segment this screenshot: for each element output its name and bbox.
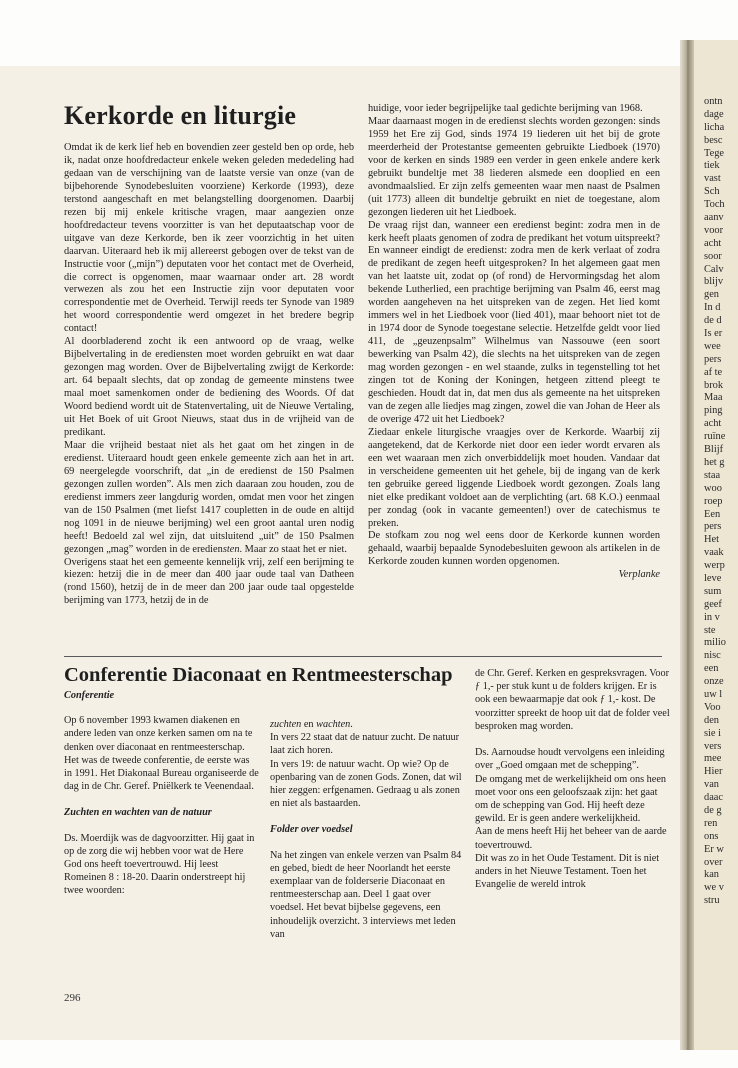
right-page-line: de d xyxy=(704,315,722,327)
paragraph: Ziedaar enkele liturgische vraagjes over de Kerkorde. Waarbij zij aangetekend, dat de Kerkorde niet door een ieder wordt ervaren als een wet waaraan men zich onverbiddelijk moet houden. Vandaar dat in verscheidene gemeenten uit het gehele, bij de ingang van de kerk ten gebruike gereed liggende Liedboek wordt gezongen. Zoals lang niet elke predikant voldoet aan de verplichting (art. 68 K.O.) eenmaal per zondag (ook in vacante gemeenten!) over de catechismus te preken. xyxy=(368,426,660,529)
right-page-line: Blijf xyxy=(704,444,724,456)
right-page-line: pers xyxy=(704,353,722,365)
right-page-line: geef xyxy=(704,598,722,610)
paragraph: Ds. Moerdijk was de dagvoorzitter. Hij gaat in op de zorg die wij hebben voor wat de Here God ons heeft toevertrouwd. Hij leest Romeinen 8 : 18-20. Daarin onderstreept hij twee woorden: xyxy=(64,832,255,897)
right-page-line: Maa xyxy=(704,392,723,404)
subheading-zuchten-en-wachten: Zuchten en wachten van de natuur xyxy=(64,807,212,819)
paragraph: Maar die vrijheid bestaat niet als het gaat om het zingen in de eredienst. Uiteraard houdt geen enkele gemeente zich aan het in art. 69 neergelegde voorschrift, dat „in de eredienst de 150 Psalmen gezongen zullen worden”. Als men zich daaraan zou houden, zou de eredienst immers zeer langdurig worden, omdat men voor het zingen van de 150 Psalmen (met liefst 1417 coupletten in de oude en altijd nog 1091 in de nieuwe berijming) wel een groot aantal uren nodig heeft! Bedoeld zal wel zijn, dat uitsluitend „uit” de 150 Psalmen gezongen „mag” worden in de erediensten. Maar zo staat het er niet. xyxy=(64,439,354,555)
right-page-line: af te xyxy=(704,366,723,378)
right-page-line: werp xyxy=(704,560,725,572)
right-page-line: Het xyxy=(704,534,720,546)
right-page-line: leve xyxy=(704,572,722,584)
right-page-line: ren xyxy=(704,817,718,829)
right-page-line: wee xyxy=(704,340,721,352)
right-page-line: uw l xyxy=(704,688,723,700)
right-page-line: milio xyxy=(704,637,726,649)
right-page-line: ontn xyxy=(704,96,723,107)
right-page-line: sie i xyxy=(704,727,722,739)
paragraph: huidige, voor ieder begrijpelijke taal gedichte berijming van 1968. xyxy=(368,103,643,114)
subheading-folder-over-voedsel: Folder over voedsel xyxy=(270,824,353,836)
right-page-line: ste xyxy=(704,624,716,636)
paragraph: In vers 22 staat dat de natuur zucht. De natuur laat zich horen. xyxy=(270,732,459,757)
paragraph: Al doorbladerend zocht ik een antwoord op de vraag, welke Bijbelvertaling in de erediensten moet worden gebruikt en wat daar gezongen mag worden. Over de Bijbelvertaling zwijgt de Kerkorde: art. 64 bepaalt slechts, dat op zondag de gemeente minstens twee maal moet samenkomen onder de bediening des Woords. Of dat Woord bediend wordt uit de Statenvertaling, uit de Nieuwe Vertaling, uit Het Boek of uit Groot Nieuws, staat dus in de vrijheid van de predikant. xyxy=(64,336,354,438)
right-page-line: onze xyxy=(704,676,724,688)
article-2-column-2 xyxy=(270,718,466,941)
right-page-line: ons xyxy=(704,830,719,842)
right-page-line: besc xyxy=(704,134,723,146)
right-page-line: kan xyxy=(704,869,720,881)
right-page-line: brok xyxy=(704,379,724,391)
paragraph: Dit was zo in het Oude Testament. Dit is niet anders in het Nieuwe Testament. Toen het Evangelie de wereld introk xyxy=(475,852,660,891)
subheading-conferentie: Conferentie xyxy=(64,690,115,701)
section-divider xyxy=(64,656,662,657)
right-page-line: van xyxy=(704,779,720,791)
right-page-line: het g xyxy=(704,456,725,468)
paragraph: Maar daarnaast mogen in de eredienst slechts worden gezongen: sinds 1959 het Ere zij God, sinds 1974 19 liederen uit het bij de grote meerderheid der Protestantse gemeenten gebruikte Liedboek (1970) voor de kerken en sinds 1989 een verder in geen enkele andere kerk gebruikt bundeltje met 38 liederen alsmede een dooplied en een avondmaalslied. Er zijn zelfs gemeenten waar men naast de Psalmen (uit 1773) alleen dit bundeltje gebruikt en niet de toegestane, alom gezongen liederen uit het Liedboek. xyxy=(368,115,660,218)
paragraph: Overigens staat het een gemeente kennelijk vrij, zelf een berijming te kiezen: hetzij die in de meer dan 400 jaar oude taal van Datheen (rond 1560), hetzij de in de meer dan 200 jaar oude taal opgestelde berijming van 1773, hetzij de in de xyxy=(64,556,354,607)
article-2-title: Conferentie Diaconaat en Rentmeesterschap xyxy=(64,664,453,686)
author-signature: Verplanke xyxy=(618,569,660,581)
right-page-line: in v xyxy=(704,611,720,623)
right-page-line: licha xyxy=(704,121,725,133)
right-page-line: stru xyxy=(704,895,720,907)
right-page-line: dage xyxy=(704,108,724,120)
right-page-line: ping xyxy=(704,405,723,417)
right-page-line: Toch xyxy=(704,199,725,211)
right-page-line: woo xyxy=(704,482,722,494)
article-column-1 xyxy=(64,142,354,608)
right-page-line: voor xyxy=(704,224,724,236)
paragraph: de Chr. Geref. Kerken en gespreksvragen. Voor ƒ 1,- per stuk kunt u de folders krijgen. Er is ook een bewaarmapje dat ook ƒ 1,- kost. De voorzitter spreekt de hoop uit dat de folder veel besproken mag worden. xyxy=(475,668,670,732)
right-page-line: daac xyxy=(704,792,724,804)
article-2-column-3 xyxy=(475,667,671,891)
page-number: 296 xyxy=(64,992,81,1004)
right-page-line: aanv xyxy=(704,212,724,224)
right-page-line: we v xyxy=(704,882,724,894)
paragraph: zuchten en wachten. xyxy=(270,719,353,730)
right-page-edge xyxy=(694,40,738,1050)
right-page-line: gen xyxy=(704,289,720,301)
right-page-line: Is er xyxy=(704,328,723,340)
paragraph: In vers 19: de natuur wacht. Op wie? Op de openbaring van de zonen Gods. Zonen, dat wil hier zeggen: erfgenamen. Gedraag u als zonen en niet als bastaarden. xyxy=(270,758,462,810)
right-page-line: Hier xyxy=(704,766,723,778)
book-gutter xyxy=(680,40,694,1050)
right-page-text-fragments xyxy=(694,40,738,908)
right-page-line: mee xyxy=(704,753,722,765)
right-page-line: Voo xyxy=(704,701,721,713)
paragraph: Op 6 november 1993 kwamen diakenen en andere leden van onze kerken samen om na te denken over diaconaat en rentmeesterschap. Het was de tweede conferentie, de eerste was in 1991. Het Diakonaal Bureau organiseerde de dag in de Chr. Geref. Pniëlkerk te Veenendaal. xyxy=(64,715,259,793)
right-page-line: over xyxy=(704,856,723,868)
right-page-line: soor xyxy=(704,250,722,262)
right-page-line: acht xyxy=(704,237,722,249)
right-page-line: vaak xyxy=(704,547,724,559)
paragraph: De omgang met de werkelijkheid om ons heen moet voor ons een geloofszaak zijn: het gaat om de schepping van God. Hij heeft deze gewild. Er is geen andere werkelijkheid. xyxy=(475,773,666,825)
right-page-line: Calv xyxy=(704,263,724,275)
right-page-line: Een xyxy=(704,508,721,520)
article-2-column-1 xyxy=(64,689,260,898)
right-page-line: Er w xyxy=(704,843,724,855)
article-title: Kerkorde en liturgie xyxy=(64,101,297,130)
right-page-line: Tege xyxy=(704,147,725,159)
paragraph: De vraag rijst dan, wanneer een eredienst begint: zodra men in de kerk heeft plaats genomen of zodra de predikant het votum uitspreekt? En wanneer eindigt de eredienst: zodra men de kerk verlaat of zodra de predikant de zegen heeft uitgesproken? In het algemeen gaat men van het laatste uit, zodat op (of rond) de Hervormingsdag het alom bekende Lutherlied, een prachtige berijming van Psalm 46, eerst mag worden aangeheven na het uitspreken van de zegen. Het lied komt immers wel in het Liedboek voor (lied 401), maar behoort niet tot de in 1974 door de Synode toegestane selectie. Hetzelfde geldt voor lied 411, de „geuzenpsalm” Wilhelmus van Nassouwe (een soort bewerking van Psalm 42), die slechts na het uitspreken van de zegen mag worden gezongen - en wel staande, zulks in tegenstelling tot het zingen tot de Koning der Koningen, hetgeen zittend pleegt te geschieden. Houdt dat in, dat men dus als gemeente na het uitspreken van de zegen alle liedjes mag zingen, zowel die van Johan de Heer als de overige 472 uit het Liedboek? xyxy=(368,219,660,425)
right-page-line: nisc xyxy=(704,650,721,662)
paragraph: De stofkam zou nog wel eens door de Kerkorde kunnen worden gehaald, waarbij bepaalde Synodebesluiten gewoon als artikelen in de Kerkorde zouden kunnen worden opgenomen. xyxy=(368,530,660,568)
paragraph: Aan de mens heeft Hij het beheer van de aarde toevertrouwd. xyxy=(475,826,667,851)
right-page-line: Sch xyxy=(704,186,720,198)
right-page-line: den xyxy=(704,714,720,726)
paragraph: Na het zingen van enkele verzen van Psalm 84 en gebed, biedt de heer Noorlandt het eerste exemplaar van de folderserie Diaconaat en rentmeesterschap aan. Deel 1 gaat over voedsel. Het bevat bijbelse gegevens, een inhoudelijk overzicht. 3 interviews met leden van xyxy=(270,849,462,940)
right-page-line: pers xyxy=(704,521,722,533)
right-page-line: staa xyxy=(704,469,721,481)
right-page-line: een xyxy=(704,663,719,675)
right-page-line: sum xyxy=(704,585,722,597)
right-page-line: roep xyxy=(704,495,723,507)
right-page-line: vers xyxy=(704,740,722,752)
right-page-line: blijv xyxy=(704,276,724,288)
right-page-line: tiek xyxy=(704,160,720,172)
paragraph xyxy=(475,733,671,746)
paragraph: Omdat ik de kerk lief heb en bovendien zeer gesteld ben op orde, heb ik, nadat onze hoofdredacteur enkele weken geleden mededeling had gedaan van de verschijning van de laatste versie van onze (van de bijbehorende Synodebesluiten voorziene) Kerkorde (1993), deze terstond aangeschaft en met belangstelling doorgenomen. Daarbij rezen bij mij enkele kritische vragen, maar aangezien onze hoofdredacteur tevens voorzitter is van het deputaatschap voor de uitgave van deze Kerkorde, ben ik zeer voorzichtig in het uiten daarvan. Uiteraard heb ik mij allereerst gebogen over de tekst van de Instructie voor („mijn”) deputaten voor het contact met de Overheid, die correct is opgenomen, maar waarnaar onder art. 28 wordt verwezen als zou het een Instructie zijn voor deputaten voor correspondentie met de Overheid. Terwijl reeds ter Synode van 1989 het woord correspondentie werd omgezet in het bredere begrip contact! xyxy=(64,142,354,335)
right-page-line: In d xyxy=(704,302,721,314)
right-page-line: acht xyxy=(704,418,722,430)
right-page-line: ruïne xyxy=(704,431,726,443)
right-page-line: vast xyxy=(704,173,721,185)
paragraph: Ds. Aarnoudse houdt vervolgens een inleiding over „Goed omgaan met de schepping”. xyxy=(475,747,665,772)
right-page-line: de g xyxy=(704,804,722,816)
article-column-2 xyxy=(368,103,660,582)
